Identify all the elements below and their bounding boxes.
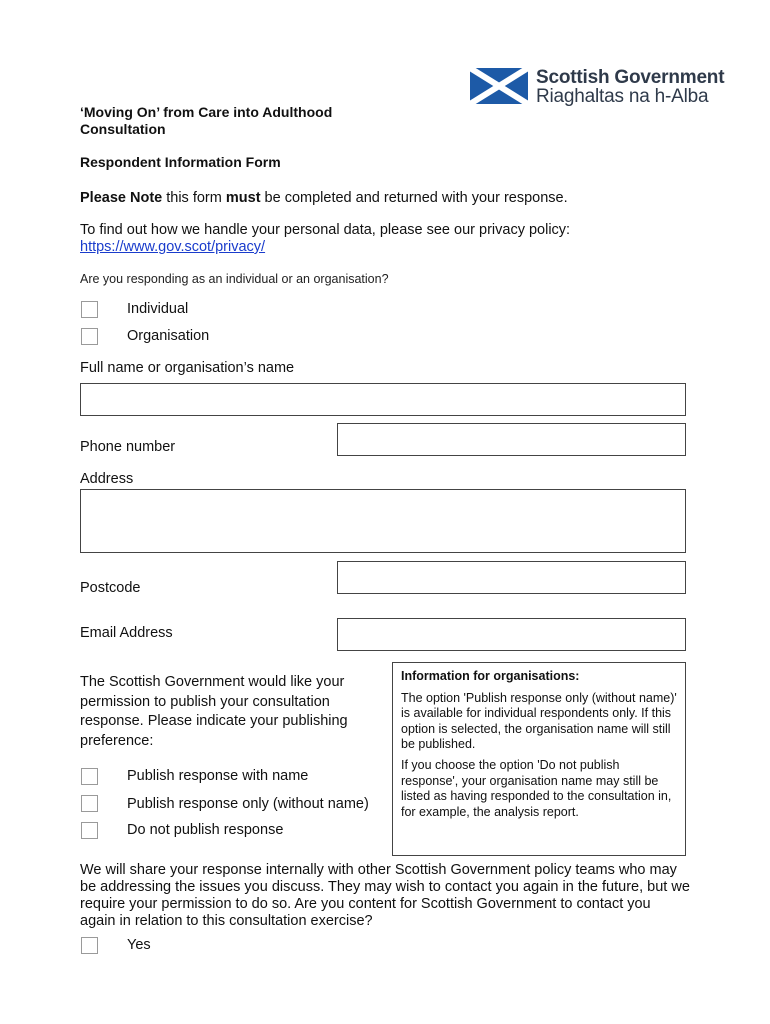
do-not-publish-label: Do not publish response — [127, 822, 284, 838]
document-title: ‘Moving On’ from Care into Adulthood Consultation — [80, 104, 333, 137]
contact-yes-label: Yes — [127, 937, 151, 953]
postcode-label: Postcode — [80, 580, 141, 596]
publish-with-name-label: Publish response with name — [127, 768, 309, 784]
publish-with-name-checkbox[interactable] — [81, 768, 98, 785]
info-box-heading: Information for organisations: — [401, 669, 580, 683]
saltire-flag-icon — [470, 68, 528, 104]
respondent-question: Are you responding as an individual or an organisation? — [80, 272, 389, 286]
publish-permission-text: The Scottish Government would like your permission to publish your consultation response. Please indicate your publishing preference: — [80, 674, 348, 749]
postcode-input[interactable] — [337, 561, 686, 594]
individual-label: Individual — [127, 301, 189, 317]
phone-label: Phone number — [80, 439, 176, 455]
email-input[interactable] — [337, 618, 686, 651]
publish-without-name-checkbox[interactable] — [81, 795, 98, 812]
do-not-publish-checkbox[interactable] — [81, 822, 98, 839]
contact-yes-checkbox[interactable] — [81, 937, 98, 954]
scottish-government-logo — [470, 67, 740, 107]
privacy-text: To find out how we handle your personal data, please see our privacy policy: — [80, 222, 571, 238]
note-lead: Please Note — [80, 190, 163, 206]
organisation-checkbox[interactable] — [81, 328, 98, 345]
note-emph: must — [225, 190, 261, 206]
privacy-notice — [80, 222, 570, 256]
address-input[interactable] — [80, 489, 686, 553]
info-box-paragraph-1: The option 'Publish response only (without name)' is available for individual respondents only. If this option is selected, the organisation name will still be published. — [401, 690, 677, 752]
phone-input[interactable] — [337, 423, 686, 456]
logo-text-english: Scottish Government — [536, 67, 725, 88]
note-rest: be completed and returned with your response. — [260, 190, 568, 206]
note-mid: this form — [162, 190, 226, 206]
organisation-label: Organisation — [127, 328, 210, 344]
form-subtitle: Respondent Information Form — [80, 154, 281, 170]
individual-checkbox[interactable] — [81, 301, 98, 318]
share-response-text: We will share your response internally with other Scottish Government policy teams who may be addressing the issues you discuss. They may wish to contact you again in the future, but we require your permission to do so. Are you content for Scottish Government to contact you again in relation to this consultation exercise? — [80, 862, 690, 929]
email-label: Email Address — [80, 625, 173, 641]
info-box-paragraph-2: If you choose the option 'Do not publish response', your organisation name may still be listed as having responded to the consultation in, for example, the analysis report. — [401, 757, 672, 819]
name-label: Full name or organisation’s name — [80, 360, 295, 376]
please-note — [80, 190, 568, 206]
organisation-info-box — [392, 662, 686, 856]
privacy-link[interactable]: https://www.gov.scot/privacy/ — [80, 239, 266, 255]
publish-without-name-label: Publish response only (without name) — [127, 796, 369, 812]
address-label: Address — [80, 471, 134, 487]
logo-text-gaelic: Riaghaltas na h-Alba — [536, 86, 709, 107]
name-input[interactable] — [80, 383, 686, 416]
